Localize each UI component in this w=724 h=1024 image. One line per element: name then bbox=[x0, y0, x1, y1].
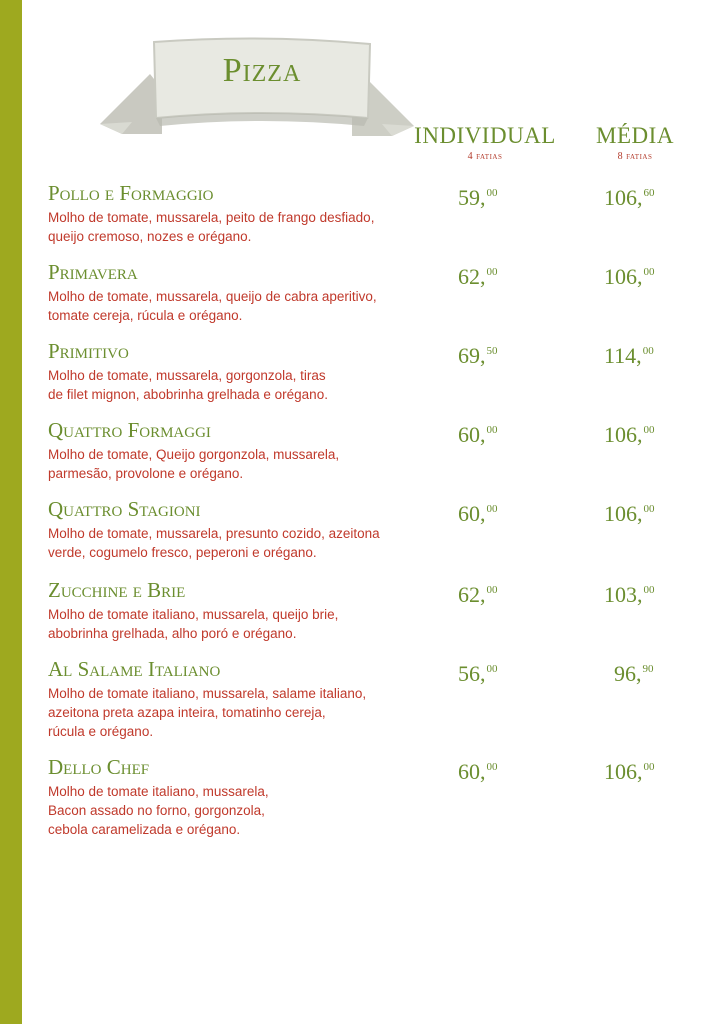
price-media bbox=[604, 496, 655, 527]
price-int: 60, bbox=[458, 422, 486, 447]
price-dec: 00 bbox=[643, 266, 655, 278]
price-media bbox=[604, 577, 655, 608]
item-description-line: Molho de tomate, Queijo gorgonzola, mussarela, bbox=[48, 447, 340, 462]
price-dec: 00 bbox=[486, 761, 498, 773]
price-int: 69, bbox=[458, 343, 486, 368]
menu-item bbox=[48, 656, 688, 741]
column-media bbox=[580, 123, 690, 162]
price-individual bbox=[458, 259, 498, 290]
item-description bbox=[48, 208, 688, 246]
item-description-line: rúcula e orégano. bbox=[48, 724, 154, 739]
price-int: 56, bbox=[458, 661, 486, 686]
price-individual bbox=[458, 496, 498, 527]
price-int: 62, bbox=[458, 582, 486, 607]
price-dec: 60 bbox=[643, 187, 655, 199]
item-description-line: verde, cogumelo fresco, peperoni e orégano. bbox=[48, 545, 317, 560]
price-media bbox=[604, 259, 655, 290]
price-int: 106, bbox=[604, 422, 643, 447]
item-description-line: de filet mignon, abobrinha grelhada e orégano. bbox=[48, 387, 328, 402]
item-description-line: Molho de tomate, mussarela, queijo de cabra aperitivo, bbox=[48, 289, 377, 304]
price-int: 60, bbox=[458, 501, 486, 526]
price-dec: 00 bbox=[486, 503, 498, 515]
item-name: Primitivo bbox=[48, 339, 129, 363]
price-dec: 00 bbox=[486, 187, 498, 199]
price-individual bbox=[458, 754, 498, 785]
item-name: Pollo e Formaggio bbox=[48, 181, 214, 205]
item-description-line: Molho de tomate italiano, mussarela, salame italiano, bbox=[48, 686, 367, 701]
column-media-sub: 8 fatias bbox=[617, 151, 653, 162]
item-description bbox=[48, 684, 688, 741]
menu-item bbox=[48, 496, 688, 562]
item-name: Quattro Stagioni bbox=[48, 497, 201, 521]
item-name: Primavera bbox=[48, 260, 138, 284]
price-int: 103, bbox=[604, 582, 643, 607]
price-int: 62, bbox=[458, 264, 486, 289]
item-description-line: Molho de tomate, mussarela, peito de frango desfiado, bbox=[48, 210, 375, 225]
item-description-line: cebola caramelizada e orégano. bbox=[48, 822, 241, 837]
title-banner bbox=[92, 34, 422, 164]
menu-item bbox=[48, 417, 688, 483]
price-media bbox=[604, 754, 655, 785]
item-description-line: Bacon assado no forno, gorgonzola, bbox=[48, 803, 265, 818]
item-description bbox=[48, 605, 688, 643]
price-media bbox=[604, 338, 654, 369]
price-individual bbox=[458, 338, 498, 369]
price-dec: 00 bbox=[643, 424, 655, 436]
menu-item bbox=[48, 754, 688, 839]
price-media bbox=[604, 180, 655, 211]
item-description-line: abobrinha grelhada, alho poró e orégano. bbox=[48, 626, 297, 641]
price-dec: 00 bbox=[486, 266, 498, 278]
price-dec: 50 bbox=[486, 345, 498, 357]
column-media-label: MÉDIA bbox=[596, 123, 674, 148]
price-int: 60, bbox=[458, 759, 486, 784]
price-dec: 00 bbox=[486, 424, 498, 436]
item-description-line: parmesão, provolone e orégano. bbox=[48, 466, 244, 481]
price-dec: 00 bbox=[486, 663, 498, 675]
item-name: Dello Chef bbox=[48, 755, 150, 779]
item-description-line: Molho de tomate italiano, mussarela, bbox=[48, 784, 269, 799]
item-description bbox=[48, 366, 688, 404]
price-individual bbox=[458, 417, 498, 448]
price-int: 106, bbox=[604, 759, 643, 784]
menu-item bbox=[48, 259, 688, 325]
item-description-line: tomate cereja, rúcula e orégano. bbox=[48, 308, 243, 323]
column-individual-label: INDIVIDUAL bbox=[414, 123, 556, 148]
price-dec: 00 bbox=[643, 584, 655, 596]
item-description bbox=[48, 524, 688, 562]
price-media bbox=[604, 417, 655, 448]
item-description-line: azeitona preta azapa inteira, tomatinho cereja, bbox=[48, 705, 326, 720]
item-name: Al Salame Italiano bbox=[48, 657, 221, 681]
price-int: 106, bbox=[604, 501, 643, 526]
item-description bbox=[48, 445, 688, 483]
page-title: Pizza bbox=[222, 52, 302, 89]
item-description-line: Molho de tomate, mussarela, gorgonzola, tiras bbox=[48, 368, 326, 383]
column-individual-sub: 4 fatias bbox=[467, 151, 503, 162]
menu-item bbox=[48, 577, 688, 643]
price-dec: 00 bbox=[642, 345, 654, 357]
item-description-line: Molho de tomate, mussarela, presunto cozido, azeitona bbox=[48, 526, 380, 541]
price-individual bbox=[458, 577, 498, 608]
price-dec: 00 bbox=[643, 761, 655, 773]
price-dec: 00 bbox=[643, 503, 655, 515]
price-media bbox=[614, 656, 654, 687]
price-int: 106, bbox=[604, 264, 643, 289]
item-description-line: Molho de tomate italiano, mussarela, queijo brie, bbox=[48, 607, 339, 622]
item-description bbox=[48, 782, 688, 839]
side-bar bbox=[0, 0, 22, 1024]
price-individual bbox=[458, 180, 498, 211]
price-int: 106, bbox=[604, 185, 643, 210]
item-description-line: queijo cremoso, nozes e orégano. bbox=[48, 229, 252, 244]
item-description bbox=[48, 287, 688, 325]
price-dec: 90 bbox=[642, 663, 654, 675]
menu-item bbox=[48, 338, 688, 404]
item-name: Quattro Formaggi bbox=[48, 418, 211, 442]
price-dec: 00 bbox=[486, 584, 498, 596]
menu-item bbox=[48, 180, 688, 246]
item-name: Zucchine e Brie bbox=[48, 578, 186, 602]
price-int: 96, bbox=[614, 661, 642, 686]
price-int: 114, bbox=[604, 343, 642, 368]
price-int: 59, bbox=[458, 185, 486, 210]
price-individual bbox=[458, 656, 498, 687]
column-individual bbox=[410, 123, 560, 162]
